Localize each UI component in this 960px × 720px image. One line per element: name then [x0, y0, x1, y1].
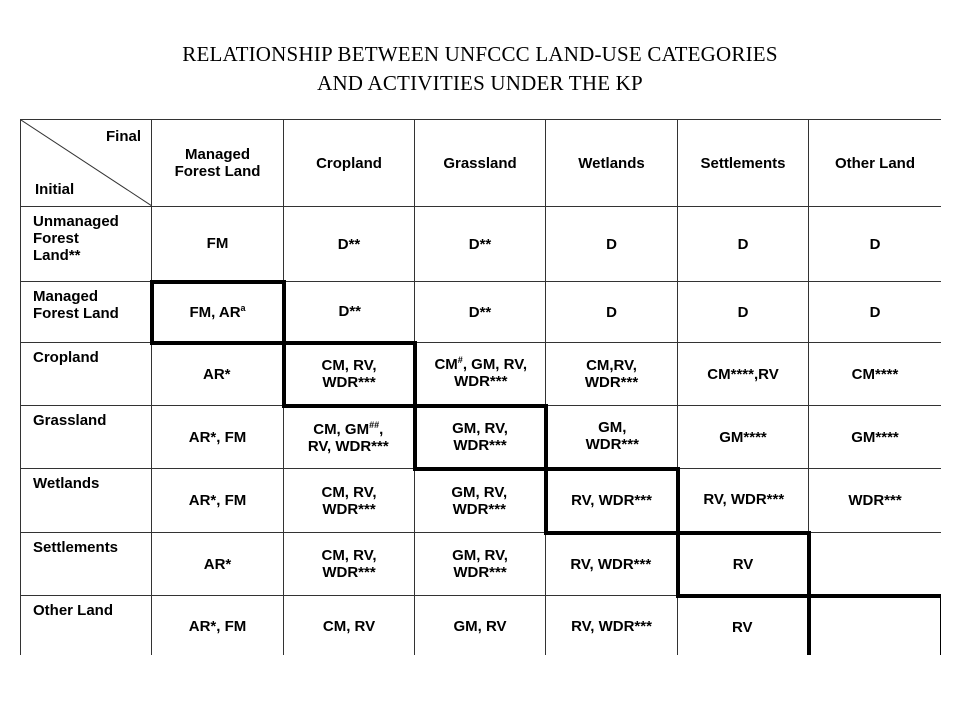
table-row	[21, 207, 942, 282]
table-cell: GM****	[809, 406, 942, 469]
table-cell-diagonal: GM, RV, WDR***	[415, 406, 546, 469]
table-cell: AR*, FM	[152, 469, 284, 533]
table-row	[21, 406, 942, 469]
row-header-wetlands: Wetlands	[21, 469, 152, 533]
final-label: Final	[105, 128, 141, 145]
table-cell: AR*, FM	[152, 596, 284, 656]
table-cell: AR*, FM	[152, 406, 284, 469]
table-cell: RV, WDR***	[678, 469, 809, 533]
table-cell: D	[678, 207, 809, 282]
table-cell: AR*	[152, 343, 284, 406]
row-header-managed-forest: Managed Forest Land	[21, 282, 152, 343]
table-cell: CM, RV	[284, 596, 415, 656]
table-cell: GM, RV	[415, 596, 546, 656]
table-cell: D**	[284, 282, 415, 343]
table-cell: CM, GM##, RV, WDR***	[284, 406, 415, 469]
table-cell: D	[546, 282, 678, 343]
table-cell: CM,RV, WDR***	[546, 343, 678, 406]
table-cell: D	[809, 282, 942, 343]
table-cell: GM, WDR***	[546, 406, 678, 469]
row-header-settlements: Settlements	[21, 533, 152, 596]
row-header-cropland: Cropland	[21, 343, 152, 406]
corner-cell	[21, 120, 152, 207]
table-row	[21, 282, 942, 343]
col-header-cropland: Cropland	[284, 120, 415, 207]
slide-title	[0, 40, 960, 98]
land-use-matrix	[20, 119, 941, 655]
table-cell-diagonal: FM, $AR^a$	[152, 282, 284, 343]
col-header-wetlands: Wetlands	[546, 120, 678, 207]
table-cell-diagonal: CM, RV, WDR***	[284, 343, 415, 406]
table-cell: D	[809, 207, 942, 282]
table-cell: CM#, GM, RV, WDR***	[415, 343, 546, 406]
table-row	[21, 343, 942, 406]
table-row	[21, 533, 942, 596]
table-cell: CM, RV, WDR***	[284, 533, 415, 596]
table-cell: RV, WDR***	[546, 533, 678, 596]
table-cell: D	[678, 282, 809, 343]
table-cell: D**	[415, 207, 546, 282]
row-header-unmanaged-forest: Unmanaged Forest Land**	[21, 207, 152, 282]
row-header-other-land: Other Land	[21, 596, 152, 656]
title-line-2: AND ACTIVITIES UNDER THE KP	[317, 71, 643, 95]
table-cell: D	[546, 207, 678, 282]
table-cell: GM****	[678, 406, 809, 469]
table-cell: RV, WDR***	[546, 596, 678, 656]
table-cell-diagonal: RV, WDR***	[546, 469, 678, 533]
table-row	[21, 469, 942, 533]
table-cell: FM	[152, 207, 284, 282]
land-use-matrix-container	[20, 119, 941, 655]
row-header-grassland: Grassland	[21, 406, 152, 469]
table-cell-diagonal	[809, 596, 942, 656]
table-cell-empty	[809, 533, 942, 596]
col-header-grassland: Grassland	[415, 120, 546, 207]
initial-label: Initial	[35, 181, 75, 198]
table-cell: D**	[415, 282, 546, 343]
table-cell: CM, RV, WDR***	[284, 469, 415, 533]
col-header-managed-forest: Managed Forest Land	[152, 120, 284, 207]
col-header-settlements: Settlements	[678, 120, 809, 207]
table-cell: GM, RV, WDR***	[415, 469, 546, 533]
table-cell: CM****	[809, 343, 942, 406]
table-cell: AR*	[152, 533, 284, 596]
table-cell: D**	[284, 207, 415, 282]
table-cell: RV	[678, 596, 809, 656]
table-cell: GM, RV, WDR***	[415, 533, 546, 596]
col-header-other-land: Other Land	[809, 120, 942, 207]
table-cell: WDR***	[809, 469, 942, 533]
table-row	[21, 596, 942, 656]
table-cell-diagonal: RV	[678, 533, 809, 596]
header-row	[21, 120, 942, 207]
title-line-1: RELATIONSHIP BETWEEN UNFCCC LAND-USE CATEGORIES	[182, 42, 778, 66]
table-cell: CM****,RV	[678, 343, 809, 406]
